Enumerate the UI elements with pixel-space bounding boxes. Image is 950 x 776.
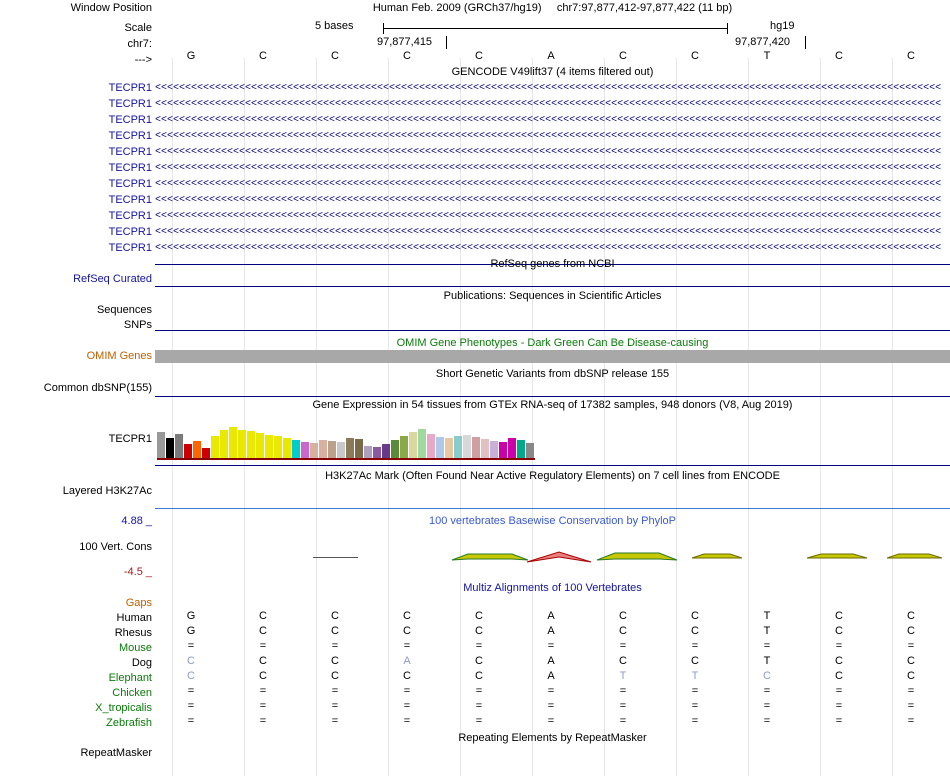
alignment-row[interactable] (155, 670, 950, 685)
alignment-cell: C (835, 625, 843, 637)
gtex-bar[interactable] (355, 439, 363, 460)
gtex-bar[interactable] (508, 438, 516, 460)
alignment-cell: = (187, 715, 195, 727)
alignment-cell: T (763, 655, 771, 667)
separator-h3k27ac (155, 465, 950, 466)
alignment-cell: T (763, 610, 771, 622)
alignment-cell: = (403, 640, 411, 652)
alignment-cell: C (475, 670, 483, 682)
alignment-cell: = (547, 700, 555, 712)
alignment-cell: C (691, 655, 699, 667)
alignment-row[interactable] (155, 655, 950, 670)
refseq-track-title[interactable]: RefSeq genes from NCBI (490, 258, 615, 270)
alignment-cell: C (259, 655, 267, 667)
alignment-cell: A (547, 655, 555, 667)
cons-feature-2 (525, 548, 595, 568)
alignment-cell: = (835, 640, 843, 652)
gene-arrow-row-5[interactable]: <<<<<<<<<<<<<<<<<<<<<<<<<<<<<<<<<<<<<<<<<<<<<<<<<<<<<<<<<<<<<<<<<<<<<<<<<<<<<<<<<<<<<<<<<<<<<<<<<<<<<<<<<<<<<<<<<<<<<<<<<<<<<<<<<<< (155, 163, 942, 174)
label-omim-genes[interactable]: OMIM Genes (86, 350, 152, 362)
label-species-zebrafish[interactable]: Zebrafish (106, 717, 152, 729)
cons-feature-1 (450, 548, 530, 568)
alignment-cell: = (403, 685, 411, 697)
alignment-cell: C (835, 655, 843, 667)
alignment-cell: = (475, 640, 483, 652)
label-gaps[interactable]: Gaps (125, 597, 152, 609)
cons-feature-3 (595, 548, 680, 568)
alignment-cell: A (547, 625, 555, 637)
alignment-cell: = (547, 685, 555, 697)
label-gene-row-6[interactable]: TECPR1 (108, 178, 152, 190)
alignment-cell: C (691, 625, 699, 637)
alignment-cell: C (331, 610, 339, 622)
alignment-cell: = (763, 700, 771, 712)
label-chrom: chr7: (127, 38, 152, 50)
alignment-cell: = (619, 685, 627, 697)
alignment-cell: C (331, 655, 339, 667)
gtex-bar[interactable] (409, 432, 417, 460)
scale-bar-row (155, 20, 950, 36)
alignment-row[interactable] (155, 625, 950, 640)
gene-arrow-row-7[interactable]: <<<<<<<<<<<<<<<<<<<<<<<<<<<<<<<<<<<<<<<<<<<<<<<<<<<<<<<<<<<<<<<<<<<<<<<<<<<<<<<<<<<<<<<<<<<<<<<<<<<<<<<<<<<<<<<<<<<<<<<<<<<<<<<<<<< (155, 195, 942, 206)
alignment-cell: = (907, 700, 915, 712)
scale-bases-label: 5 bases (315, 20, 354, 32)
alignment-cell: C (475, 655, 483, 667)
alignment-cell: C (403, 625, 411, 637)
omim-track-title[interactable]: OMIM Gene Phenotypes - Dark Green Can Be Disease-causing (396, 337, 709, 349)
alignment-cell: A (547, 610, 555, 622)
publications-track-title[interactable]: Publications: Sequences in Scientific Articles (443, 290, 662, 302)
alignment-cell: C (475, 625, 483, 637)
gtex-bar[interactable] (481, 439, 489, 460)
dbsnp-track-title[interactable]: Short Genetic Variants from dbSNP release 155 (435, 368, 670, 380)
alignment-cell: = (331, 685, 339, 697)
label-species-xtropicalis[interactable]: Chicken (112, 687, 152, 699)
alignment-row[interactable] (155, 700, 950, 715)
label-gene-row-3[interactable]: TECPR1 (108, 130, 152, 142)
gtex-bar[interactable] (427, 434, 435, 460)
multiz-track-title[interactable]: Multiz Alignments of 100 Vertebrates (463, 582, 642, 594)
alignment-cell: = (547, 715, 555, 727)
gtex-bar[interactable] (220, 430, 228, 460)
h3k27ac-track-title[interactable]: H3K27Ac Mark (Often Found Near Active Regulatory Elements) on 7 cell lines from ENCODE (325, 470, 780, 482)
cons-feature-5 (805, 548, 870, 568)
label-species-dog[interactable]: Dog (131, 657, 152, 669)
coord-left-label: 97,877,415 (377, 36, 433, 48)
alignment-cell: = (619, 640, 627, 652)
coord-right-tick (805, 36, 806, 49)
alignment-cell: = (331, 640, 339, 652)
alignment-cell: = (259, 640, 267, 652)
base-2: C (331, 50, 339, 62)
gtex-bar[interactable] (283, 438, 291, 460)
coord-left-tick (446, 36, 447, 49)
gtex-bar[interactable] (166, 438, 174, 460)
alignment-cell: C (907, 670, 915, 682)
label-window-position: Window Position (70, 2, 152, 14)
alignment-cell: = (331, 700, 339, 712)
gtex-bar[interactable] (247, 431, 255, 460)
assembly-title: Human Feb. 2009 (GRCh37/hg19) (372, 2, 542, 14)
alignment-cell: = (835, 700, 843, 712)
alignment-cell: C (259, 610, 267, 622)
alignment-cell: C (259, 625, 267, 637)
alignment-cell: C (403, 670, 411, 682)
base-10: C (907, 50, 915, 62)
label-cons-max: 4.88 _ (121, 515, 152, 527)
alignment-cell: A (403, 655, 411, 667)
gtex-baseline (157, 458, 535, 460)
label-snps[interactable]: SNPs (123, 319, 152, 331)
gtex-bar[interactable] (274, 436, 282, 460)
label-gene-row-8[interactable]: TECPR1 (108, 210, 152, 222)
base-1: C (259, 50, 267, 62)
repeatmasker-track-title[interactable]: Repeating Elements by RepeatMasker (458, 732, 647, 744)
label-sequences[interactable]: Sequences (96, 304, 152, 316)
scale-tick-right (727, 23, 728, 34)
alignment-cell: C (763, 670, 771, 682)
gtex-bar[interactable] (211, 436, 219, 460)
gtex-bar[interactable] (346, 438, 354, 460)
alignment-cell: = (475, 685, 483, 697)
omim-gene-bar[interactable] (155, 350, 950, 363)
gene-arrow-row-1[interactable]: <<<<<<<<<<<<<<<<<<<<<<<<<<<<<<<<<<<<<<<<<<<<<<<<<<<<<<<<<<<<<<<<<<<<<<<<<<<<<<<<<<<<<<<<<<<<<<<<<<<<<<<<<<<<<<<<<<<<<<<<<<<<<<<<<<< (155, 99, 942, 110)
alignment-cell: C (331, 670, 339, 682)
label-gene-row-5[interactable]: TECPR1 (108, 162, 152, 174)
alignment-row[interactable] (155, 715, 950, 730)
alignment-cell: C (331, 625, 339, 637)
assembly-short-label: hg19 (770, 20, 795, 32)
alignment-cell: = (187, 640, 195, 652)
alignment-cell: = (619, 715, 627, 727)
alignment-cell: G (186, 625, 196, 637)
label-repeatmasker[interactable]: RepeatMasker (80, 747, 152, 759)
alignment-cell: = (187, 685, 195, 697)
alignment-cell: T (691, 670, 699, 682)
label-gene-row-7[interactable]: TECPR1 (108, 194, 152, 206)
label-species-mouse[interactable]: Mouse (118, 642, 152, 654)
label-strand: ---> (134, 54, 152, 66)
alignment-cell: A (547, 670, 555, 682)
gtex-bar[interactable] (454, 436, 462, 460)
alignment-row[interactable] (155, 610, 950, 625)
alignment-cell: = (691, 685, 699, 697)
gtex-bar[interactable] (319, 440, 327, 460)
label-scale: Scale (124, 22, 152, 34)
separator-publications (155, 286, 950, 287)
alignment-cell: C (619, 625, 627, 637)
position-text[interactable]: chr7:97,877,412-97,877,422 (11 bp) (556, 2, 733, 14)
alignment-cell: C (475, 610, 483, 622)
gtex-bar[interactable] (400, 436, 408, 460)
gtex-bar[interactable] (292, 440, 300, 460)
label-gene-row-4[interactable]: TECPR1 (108, 146, 152, 158)
alignment-row[interactable] (155, 685, 950, 700)
alignment-cell: = (547, 640, 555, 652)
cons-feature-0 (313, 557, 358, 558)
alignment-row[interactable] (155, 640, 950, 655)
gtex-bar[interactable] (445, 438, 453, 460)
alignment-cell: T (619, 670, 627, 682)
gene-arrow-row-2[interactable]: <<<<<<<<<<<<<<<<<<<<<<<<<<<<<<<<<<<<<<<<<<<<<<<<<<<<<<<<<<<<<<<<<<<<<<<<<<<<<<<<<<<<<<<<<<<<<<<<<<<<<<<<<<<<<<<<<<<<<<<<<<<<<<<<<<< (155, 115, 942, 126)
gene-arrow-row-9[interactable]: <<<<<<<<<<<<<<<<<<<<<<<<<<<<<<<<<<<<<<<<<<<<<<<<<<<<<<<<<<<<<<<<<<<<<<<<<<<<<<<<<<<<<<<<<<<<<<<<<<<<<<<<<<<<<<<<<<<<<<<<<<<<<<<<<<< (155, 227, 942, 238)
gencode-track-title[interactable]: GENCODE V49lift37 (4 items filtered out) (451, 66, 654, 78)
alignment-cell: = (403, 700, 411, 712)
alignment-cell: = (691, 700, 699, 712)
base-8: T (763, 50, 771, 62)
alignment-cell: = (691, 715, 699, 727)
gtex-bar[interactable] (175, 434, 183, 460)
gtex-bar[interactable] (265, 435, 273, 460)
alignment-cell: = (691, 640, 699, 652)
phylop-track-title[interactable]: 100 vertebrates Basewise Conservation by PhyloP (428, 515, 677, 527)
alignment-cell: = (835, 715, 843, 727)
label-layered-h3k27ac[interactable]: Layered H3K27Ac (62, 485, 152, 497)
base-9: C (835, 50, 843, 62)
alignment-cell: = (763, 685, 771, 697)
alignment-cell: = (763, 715, 771, 727)
gene-arrow-row-3[interactable]: <<<<<<<<<<<<<<<<<<<<<<<<<<<<<<<<<<<<<<<<<<<<<<<<<<<<<<<<<<<<<<<<<<<<<<<<<<<<<<<<<<<<<<<<<<<<<<<<<<<<<<<<<<<<<<<<<<<<<<<<<<<<<<<<<<< (155, 131, 942, 142)
alignment-cell: C (619, 610, 627, 622)
gtex-bar[interactable] (436, 437, 444, 460)
alignment-cell: = (619, 700, 627, 712)
label-gene-row-10[interactable]: TECPR1 (108, 242, 152, 254)
alignment-cell: C (187, 670, 195, 682)
gene-arrow-row-10[interactable]: <<<<<<<<<<<<<<<<<<<<<<<<<<<<<<<<<<<<<<<<<<<<<<<<<<<<<<<<<<<<<<<<<<<<<<<<<<<<<<<<<<<<<<<<<<<<<<<<<<<<<<<<<<<<<<<<<<<<<<<<<<<<<<<<<<< (155, 243, 942, 254)
alignment-cell: = (907, 640, 915, 652)
alignment-cell: = (835, 685, 843, 697)
alignment-cell: = (187, 700, 195, 712)
cons-feature-6 (885, 548, 945, 568)
gtex-bar[interactable] (391, 440, 399, 460)
alignment-cell: C (619, 655, 627, 667)
gene-arrow-row-4[interactable]: <<<<<<<<<<<<<<<<<<<<<<<<<<<<<<<<<<<<<<<<<<<<<<<<<<<<<<<<<<<<<<<<<<<<<<<<<<<<<<<<<<<<<<<<<<<<<<<<<<<<<<<<<<<<<<<<<<<<<<<<<<<<<<<<<<< (155, 147, 942, 158)
alignment-cell: = (259, 700, 267, 712)
alignment-cell: C (835, 670, 843, 682)
separator-gtex (155, 396, 950, 397)
alignment-cell: = (259, 715, 267, 727)
base-7: C (691, 50, 699, 62)
label-gene-row-2[interactable]: TECPR1 (108, 114, 152, 126)
alignment-cell: = (259, 685, 267, 697)
cons-feature-4 (690, 548, 745, 568)
alignment-cell: = (763, 640, 771, 652)
alignment-cell: C (907, 625, 915, 637)
label-common-dbsnp[interactable]: Common dbSNP(155) (43, 382, 152, 394)
alignment-cell: C (907, 655, 915, 667)
base-5: A (547, 50, 555, 62)
alignment-cell: C (835, 610, 843, 622)
gtex-track-title[interactable]: Gene Expression in 54 tissues from GTEx RNA-seq of 17382 samples, 948 donors (V8, Aug 2019) (312, 399, 793, 411)
label-species-elephant[interactable]: Elephant (108, 672, 152, 684)
label-gene-row-0[interactable]: TECPR1 (108, 82, 152, 94)
conservation-features[interactable] (155, 548, 950, 570)
alignment-cell: C (403, 610, 411, 622)
alignment-cell: = (403, 715, 411, 727)
gene-arrow-row-6[interactable]: <<<<<<<<<<<<<<<<<<<<<<<<<<<<<<<<<<<<<<<<<<<<<<<<<<<<<<<<<<<<<<<<<<<<<<<<<<<<<<<<<<<<<<<<<<<<<<<<<<<<<<<<<<<<<<<<<<<<<<<<<<<<<<<<<<< (155, 179, 942, 190)
base-0: G (186, 50, 196, 62)
gtex-bar[interactable] (229, 427, 237, 460)
label-species-chicken[interactable]: X_tropicalis (95, 702, 152, 714)
label-cons-min: -4.5 _ (123, 566, 152, 578)
alignment-cell: G (186, 610, 196, 622)
assembly-position-header (155, 2, 950, 14)
label-gene-row-9[interactable]: TECPR1 (108, 226, 152, 238)
gene-arrow-row-0[interactable]: <<<<<<<<<<<<<<<<<<<<<<<<<<<<<<<<<<<<<<<<<<<<<<<<<<<<<<<<<<<<<<<<<<<<<<<<<<<<<<<<<<<<<<<<<<<<<<<<<<<<<<<<<<<<<<<<<<<<<<<<<<<<<<<<<<< (155, 83, 942, 94)
gtex-bar[interactable] (256, 433, 264, 460)
scale-bar-line (383, 28, 728, 29)
alignment-cell: C (691, 610, 699, 622)
gene-arrow-row-8[interactable]: <<<<<<<<<<<<<<<<<<<<<<<<<<<<<<<<<<<<<<<<<<<<<<<<<<<<<<<<<<<<<<<<<<<<<<<<<<<<<<<<<<<<<<<<<<<<<<<<<<<<<<<<<<<<<<<<<<<<<<<<<<<<<<<<<<< (155, 211, 942, 222)
gtex-bar[interactable] (463, 435, 471, 460)
label-100vert-cons[interactable]: 100 Vert. Cons (79, 541, 152, 553)
label-species-human[interactable]: Human (116, 612, 152, 624)
alignment-cell: = (475, 700, 483, 712)
alignment-cell: C (907, 610, 915, 622)
label-species-rhesus[interactable]: Rhesus (114, 627, 152, 639)
alignment-cell: C (259, 670, 267, 682)
gtex-bar[interactable] (418, 429, 426, 460)
base-6: C (619, 50, 627, 62)
alignment-cell: = (907, 715, 915, 727)
h3k27ac-baseline (155, 508, 950, 509)
base-sequence-row (155, 50, 950, 66)
alignment-cell: = (475, 715, 483, 727)
label-gtex-tecpr1[interactable]: TECPR1 (108, 433, 152, 445)
alignment-cell: T (763, 625, 771, 637)
label-gene-row-1[interactable]: TECPR1 (108, 98, 152, 110)
gtex-bar[interactable] (472, 437, 480, 460)
gtex-barchart[interactable] (157, 415, 535, 460)
alignment-cell: = (331, 715, 339, 727)
base-4: C (475, 50, 483, 62)
alignment-cell: C (187, 655, 195, 667)
gtex-bar[interactable] (517, 440, 525, 460)
alignment-cell: = (907, 685, 915, 697)
separator-omim (155, 330, 950, 331)
coord-right-label: 97,877,420 (735, 36, 791, 48)
gtex-bar[interactable] (157, 432, 165, 460)
label-refseq-curated[interactable]: RefSeq Curated (73, 273, 152, 285)
gtex-bar[interactable] (238, 430, 246, 460)
base-3: C (403, 50, 411, 62)
